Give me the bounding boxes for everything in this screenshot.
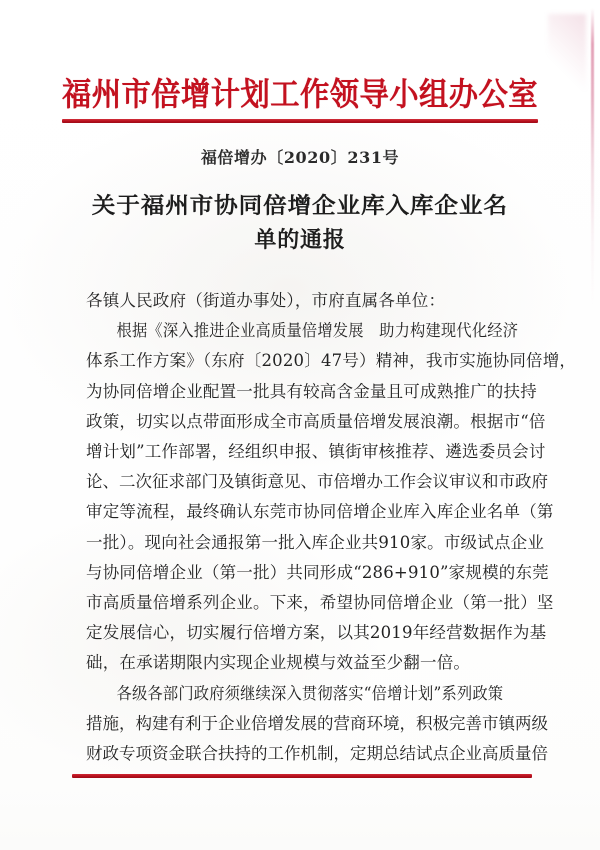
body-line: 为协同倍增企业配置一批具有较高含金量且可成熟推广的扶持 — [86, 381, 537, 401]
headline-line-1: 关于福州市协同倍增企业库入库企业名 — [91, 193, 508, 219]
body-line: 定发展信心，切实履行倍增方案，以其2019年经营数据作为基 — [86, 623, 547, 643]
body-line: 一批）。现向社会通报第一批入库企业共910家。市级试点企业 — [86, 532, 545, 552]
body-line: 论、二次征求部门及镇街意见、市倍增办工作会议审议和市政府 — [86, 472, 548, 492]
document-number: 福倍增办〔2020〕231号 — [200, 148, 400, 167]
body-line: 各级各部门政府须继续深入贯彻落实“倍增计划”系列政策 — [116, 683, 504, 703]
document-headline — [92, 189, 508, 257]
body-line: 体系工作方案》（东府〔2020〕47号）精神，我市实施协同倍增， — [86, 351, 577, 371]
body-line: 与协同倍增企业（第一批）共同形成“286+910”家规模的东莞 — [86, 562, 549, 582]
masthead-red-rule — [62, 119, 538, 123]
body-line: 审定等流程，最终确认东莞市协同倍增企业库入库企业名单（第 — [86, 502, 554, 522]
body-line: 础，在承诺期限内实现企业规模与效益至少翻一倍。 — [86, 653, 471, 673]
issuing-authority-title: 福州市倍增计划工作领导小组办公室 — [61, 75, 538, 113]
recipient-line: 各镇人民政府（街道办事处），市府直属各单位： — [86, 291, 446, 310]
footer-red-rule — [72, 774, 532, 778]
body-line: 措施，构建有利于企业倍增发展的营商环境，积极完善市镇两级 — [86, 713, 548, 733]
body-line: 政策，切实以点带面形成全市高质量倍增发展浪潮。根据市“倍 — [86, 411, 546, 431]
masthead — [0, 74, 600, 123]
body-line: 市高质量倍增系列企业。下来，希望协同倍增企业（第一批）坚 — [86, 593, 554, 613]
headline-line-2: 单的通报 — [254, 227, 346, 253]
document-body — [86, 286, 577, 769]
scan-bottom-fade — [0, 784, 600, 850]
body-line: 根据《深入推进企业高质量倍增发展 助力构建现代化经济 — [116, 321, 519, 341]
body-line: 增计划”工作部署，经组织申报、镇街审核推荐、遴选委员会讨 — [86, 442, 546, 462]
body-line: 财政专项资金联合扶持的工作机制，定期总结试点企业高质量倍 — [86, 744, 548, 764]
